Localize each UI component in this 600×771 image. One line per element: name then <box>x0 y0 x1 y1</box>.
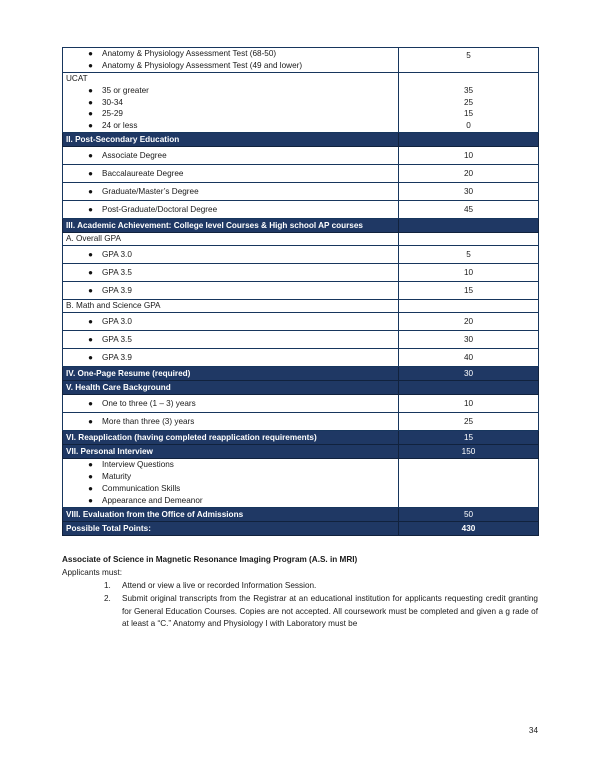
scoring-table-body <box>63 48 539 536</box>
table-item-label: Appearance and Demeanor <box>102 495 203 505</box>
table-row <box>63 246 539 264</box>
table-row <box>63 349 539 367</box>
section-header-label: VIII. Evaluation from the Office of Admissions <box>63 507 399 521</box>
table-bullet-item <box>63 398 398 410</box>
section-header-label: VII. Personal Interview <box>63 445 399 459</box>
program-heading: Associate of Science in Magnetic Resonance Imaging Program (A.S. in MRI) <box>62 554 358 564</box>
bullet-icon: ● <box>88 150 93 160</box>
table-item-label: GPA 3.5 <box>102 334 132 344</box>
table-bullet-item <box>63 495 398 507</box>
list-item-text: Attend or view a live or recorded Information Session. <box>122 581 317 591</box>
table-subheading-row <box>63 233 539 246</box>
list-item-number: 1. <box>104 581 111 591</box>
table-row-label-cell <box>63 264 399 282</box>
table-item-label: Graduate/Master’s Degree <box>102 186 199 196</box>
bullet-icon: ● <box>88 168 93 178</box>
table-item-label: Baccalaureate Degree <box>102 168 184 178</box>
table-section-header-row <box>63 219 539 233</box>
table-bullet-item <box>63 416 398 428</box>
table-row-points: 10 <box>399 147 539 165</box>
group-points-value: 0 <box>466 121 471 131</box>
table-subheading-points <box>399 300 539 313</box>
table-item-label: GPA 3.5 <box>102 267 132 277</box>
table-row <box>63 313 539 331</box>
table-bullet-item <box>63 483 398 495</box>
table-row <box>63 331 539 349</box>
table-multi-item-points <box>399 459 539 508</box>
table-item-label: One to three (1 – 3) years <box>102 398 196 408</box>
list-item <box>62 580 538 592</box>
table-row-label-cell <box>63 165 399 183</box>
section-header-points: 150 <box>399 445 539 459</box>
admissions-scoring-table <box>62 47 539 536</box>
group-points-value: 15 <box>463 109 474 119</box>
table-group-row <box>63 72 539 132</box>
section-header-points <box>399 133 539 147</box>
section-header-label: IV. One-Page Resume (required) <box>63 367 399 381</box>
table-row <box>63 183 539 201</box>
table-subheading-row <box>63 300 539 313</box>
table-item-label: GPA 3.9 <box>102 285 132 295</box>
list-item-number: 2. <box>104 594 111 604</box>
table-row-points: 20 <box>399 313 539 331</box>
bullet-icon: ● <box>88 471 93 481</box>
table-item-label: Communication Skills <box>102 483 181 493</box>
table-row-points: 5 <box>399 246 539 264</box>
table-bullet-item <box>63 85 398 97</box>
table-bullet-item <box>63 150 398 162</box>
table-row-label-cell <box>63 282 399 300</box>
table-item-label: Interview Questions <box>102 460 174 470</box>
table-bullet-item <box>63 97 398 109</box>
subheading-text: B. Math and Science GPA <box>66 301 161 311</box>
table-row-points: 15 <box>399 282 539 300</box>
table-bullet-item <box>63 186 398 198</box>
group-points-value: 35 <box>463 85 474 95</box>
table-item-label: Maturity <box>102 471 132 481</box>
table-group-points-cell <box>399 72 539 132</box>
table-item-label: GPA 3.9 <box>102 352 132 362</box>
bullet-icon: ● <box>88 60 93 70</box>
bullet-icon: ● <box>88 316 93 326</box>
bullet-icon: ● <box>88 460 93 470</box>
table-row-points: 10 <box>399 264 539 282</box>
table-row-label-cell <box>63 201 399 219</box>
table-bullet-item <box>63 120 398 132</box>
list-item <box>62 593 538 630</box>
page-number: 34 <box>528 726 538 735</box>
table-multi-item-label-cell <box>63 48 399 73</box>
table-row <box>63 201 539 219</box>
bullet-icon: ● <box>88 285 93 295</box>
points-spacer <box>399 73 538 85</box>
bullet-icon: ● <box>88 495 93 505</box>
section-header-label: Possible Total Points: <box>63 521 399 535</box>
table-row-points: 40 <box>399 349 539 367</box>
table-row-label-cell <box>63 183 399 201</box>
section-header-points: 15 <box>399 431 539 445</box>
table-item-label: GPA 3.0 <box>102 316 132 326</box>
table-multi-item-label-cell <box>63 459 399 508</box>
table-row-points: 45 <box>399 201 539 219</box>
section-header-label: VI. Reapplication (having completed reapplication requirements) <box>63 431 399 445</box>
bullet-icon: ● <box>88 186 93 196</box>
table-row <box>63 165 539 183</box>
group-points-value: 25 <box>463 97 474 107</box>
bullet-icon: ● <box>88 97 93 107</box>
table-row-points: 10 <box>399 395 539 413</box>
table-row-label-cell <box>63 246 399 264</box>
table-item-label: Anatomy & Physiology Assessment Test (49 and lower) <box>102 60 303 70</box>
section-header-points <box>399 381 539 395</box>
table-row <box>63 282 539 300</box>
table-item-label: 30-34 <box>102 97 123 107</box>
list-item-text: Submit original transcripts from the Registrar at an educational institution for applicants requesting credit granting for General Education Courses. Copies are not accepted. All coursework must be completed and given a g rade of at least a “C.” Anatomy and Physiology I with Laboratory must be <box>122 594 538 629</box>
table-multi-item-row <box>63 48 539 73</box>
bullet-icon: ● <box>88 85 93 95</box>
table-section-header-row <box>63 381 539 395</box>
table-subheading-label <box>63 300 399 313</box>
table-item-label: Post-Graduate/Doctoral Degree <box>102 204 218 214</box>
table-row <box>63 413 539 431</box>
table-item-label: 24 or less <box>102 121 138 131</box>
table-row-points: 30 <box>399 183 539 201</box>
table-row-label-cell <box>63 313 399 331</box>
table-row-points: 20 <box>399 165 539 183</box>
table-bullet-item <box>63 204 398 216</box>
bullet-icon: ● <box>88 416 93 426</box>
table-bullet-item <box>63 48 398 60</box>
table-row-label-cell <box>63 395 399 413</box>
bullet-icon: ● <box>88 352 93 362</box>
table-section-header-row <box>63 431 539 445</box>
bullet-icon: ● <box>88 204 93 214</box>
table-section-header-row <box>63 133 539 147</box>
table-section-header-row <box>63 445 539 459</box>
table-row <box>63 264 539 282</box>
bullet-icon: ● <box>88 249 93 259</box>
table-bullet-item <box>63 459 398 471</box>
table-row-points: 30 <box>399 331 539 349</box>
requirements-list <box>62 580 538 630</box>
table-bullet-item <box>63 249 398 261</box>
table-bullet-item <box>63 267 398 279</box>
applicants-must-label: Applicants must: <box>62 567 123 577</box>
subheading-text: A. Overall GPA <box>66 234 121 244</box>
bullet-icon: ● <box>88 334 93 344</box>
table-bullet-item <box>63 285 398 297</box>
program-requirements-section <box>62 554 538 631</box>
bullet-icon: ● <box>88 109 93 119</box>
table-bullet-item <box>63 471 398 483</box>
section-header-points: 30 <box>399 367 539 381</box>
section-header-label: II. Post-Secondary Education <box>63 133 399 147</box>
table-subheading-label <box>63 233 399 246</box>
table-item-label: 35 or greater <box>102 85 149 95</box>
table-row-label-cell <box>63 331 399 349</box>
table-bullet-item <box>63 108 398 120</box>
bullet-icon: ● <box>88 121 93 131</box>
table-row-label-cell <box>63 349 399 367</box>
table-section-header-row <box>63 507 539 521</box>
table-item-label: Anatomy & Physiology Assessment Test (68-50) <box>102 49 277 58</box>
group-title: UCAT <box>66 73 88 83</box>
bullet-icon: ● <box>88 267 93 277</box>
table-group-label-cell <box>63 72 399 132</box>
table-row-label-cell <box>63 413 399 431</box>
table-item-label: 25-29 <box>102 109 123 119</box>
table-bullet-item <box>63 352 398 364</box>
section-header-label: III. Academic Achievement: College level Courses & High school AP courses <box>63 219 399 233</box>
table-subheading-points <box>399 233 539 246</box>
table-bullet-item <box>63 168 398 180</box>
table-item-label: More than three (3) years <box>102 416 195 426</box>
table-bullet-item <box>63 334 398 346</box>
section-header-points: 50 <box>399 507 539 521</box>
table-item-label: Associate Degree <box>102 150 167 160</box>
table-section-header-row <box>63 521 539 535</box>
table-section-header-row <box>63 367 539 381</box>
table-item-label: GPA 3.0 <box>102 249 132 259</box>
section-header-points <box>399 219 539 233</box>
table-bullet-item <box>63 60 398 72</box>
bullet-icon: ● <box>88 49 93 58</box>
section-header-points: 430 <box>399 521 539 535</box>
table-multi-item-points: 5 <box>399 48 539 73</box>
bullet-icon: ● <box>88 398 93 408</box>
table-bullet-item <box>63 316 398 328</box>
table-multi-item-row <box>63 459 539 508</box>
table-row-points: 25 <box>399 413 539 431</box>
table-row-label-cell <box>63 147 399 165</box>
section-header-label: V. Health Care Background <box>63 381 399 395</box>
table-row <box>63 147 539 165</box>
table-row <box>63 395 539 413</box>
bullet-icon: ● <box>88 483 93 493</box>
